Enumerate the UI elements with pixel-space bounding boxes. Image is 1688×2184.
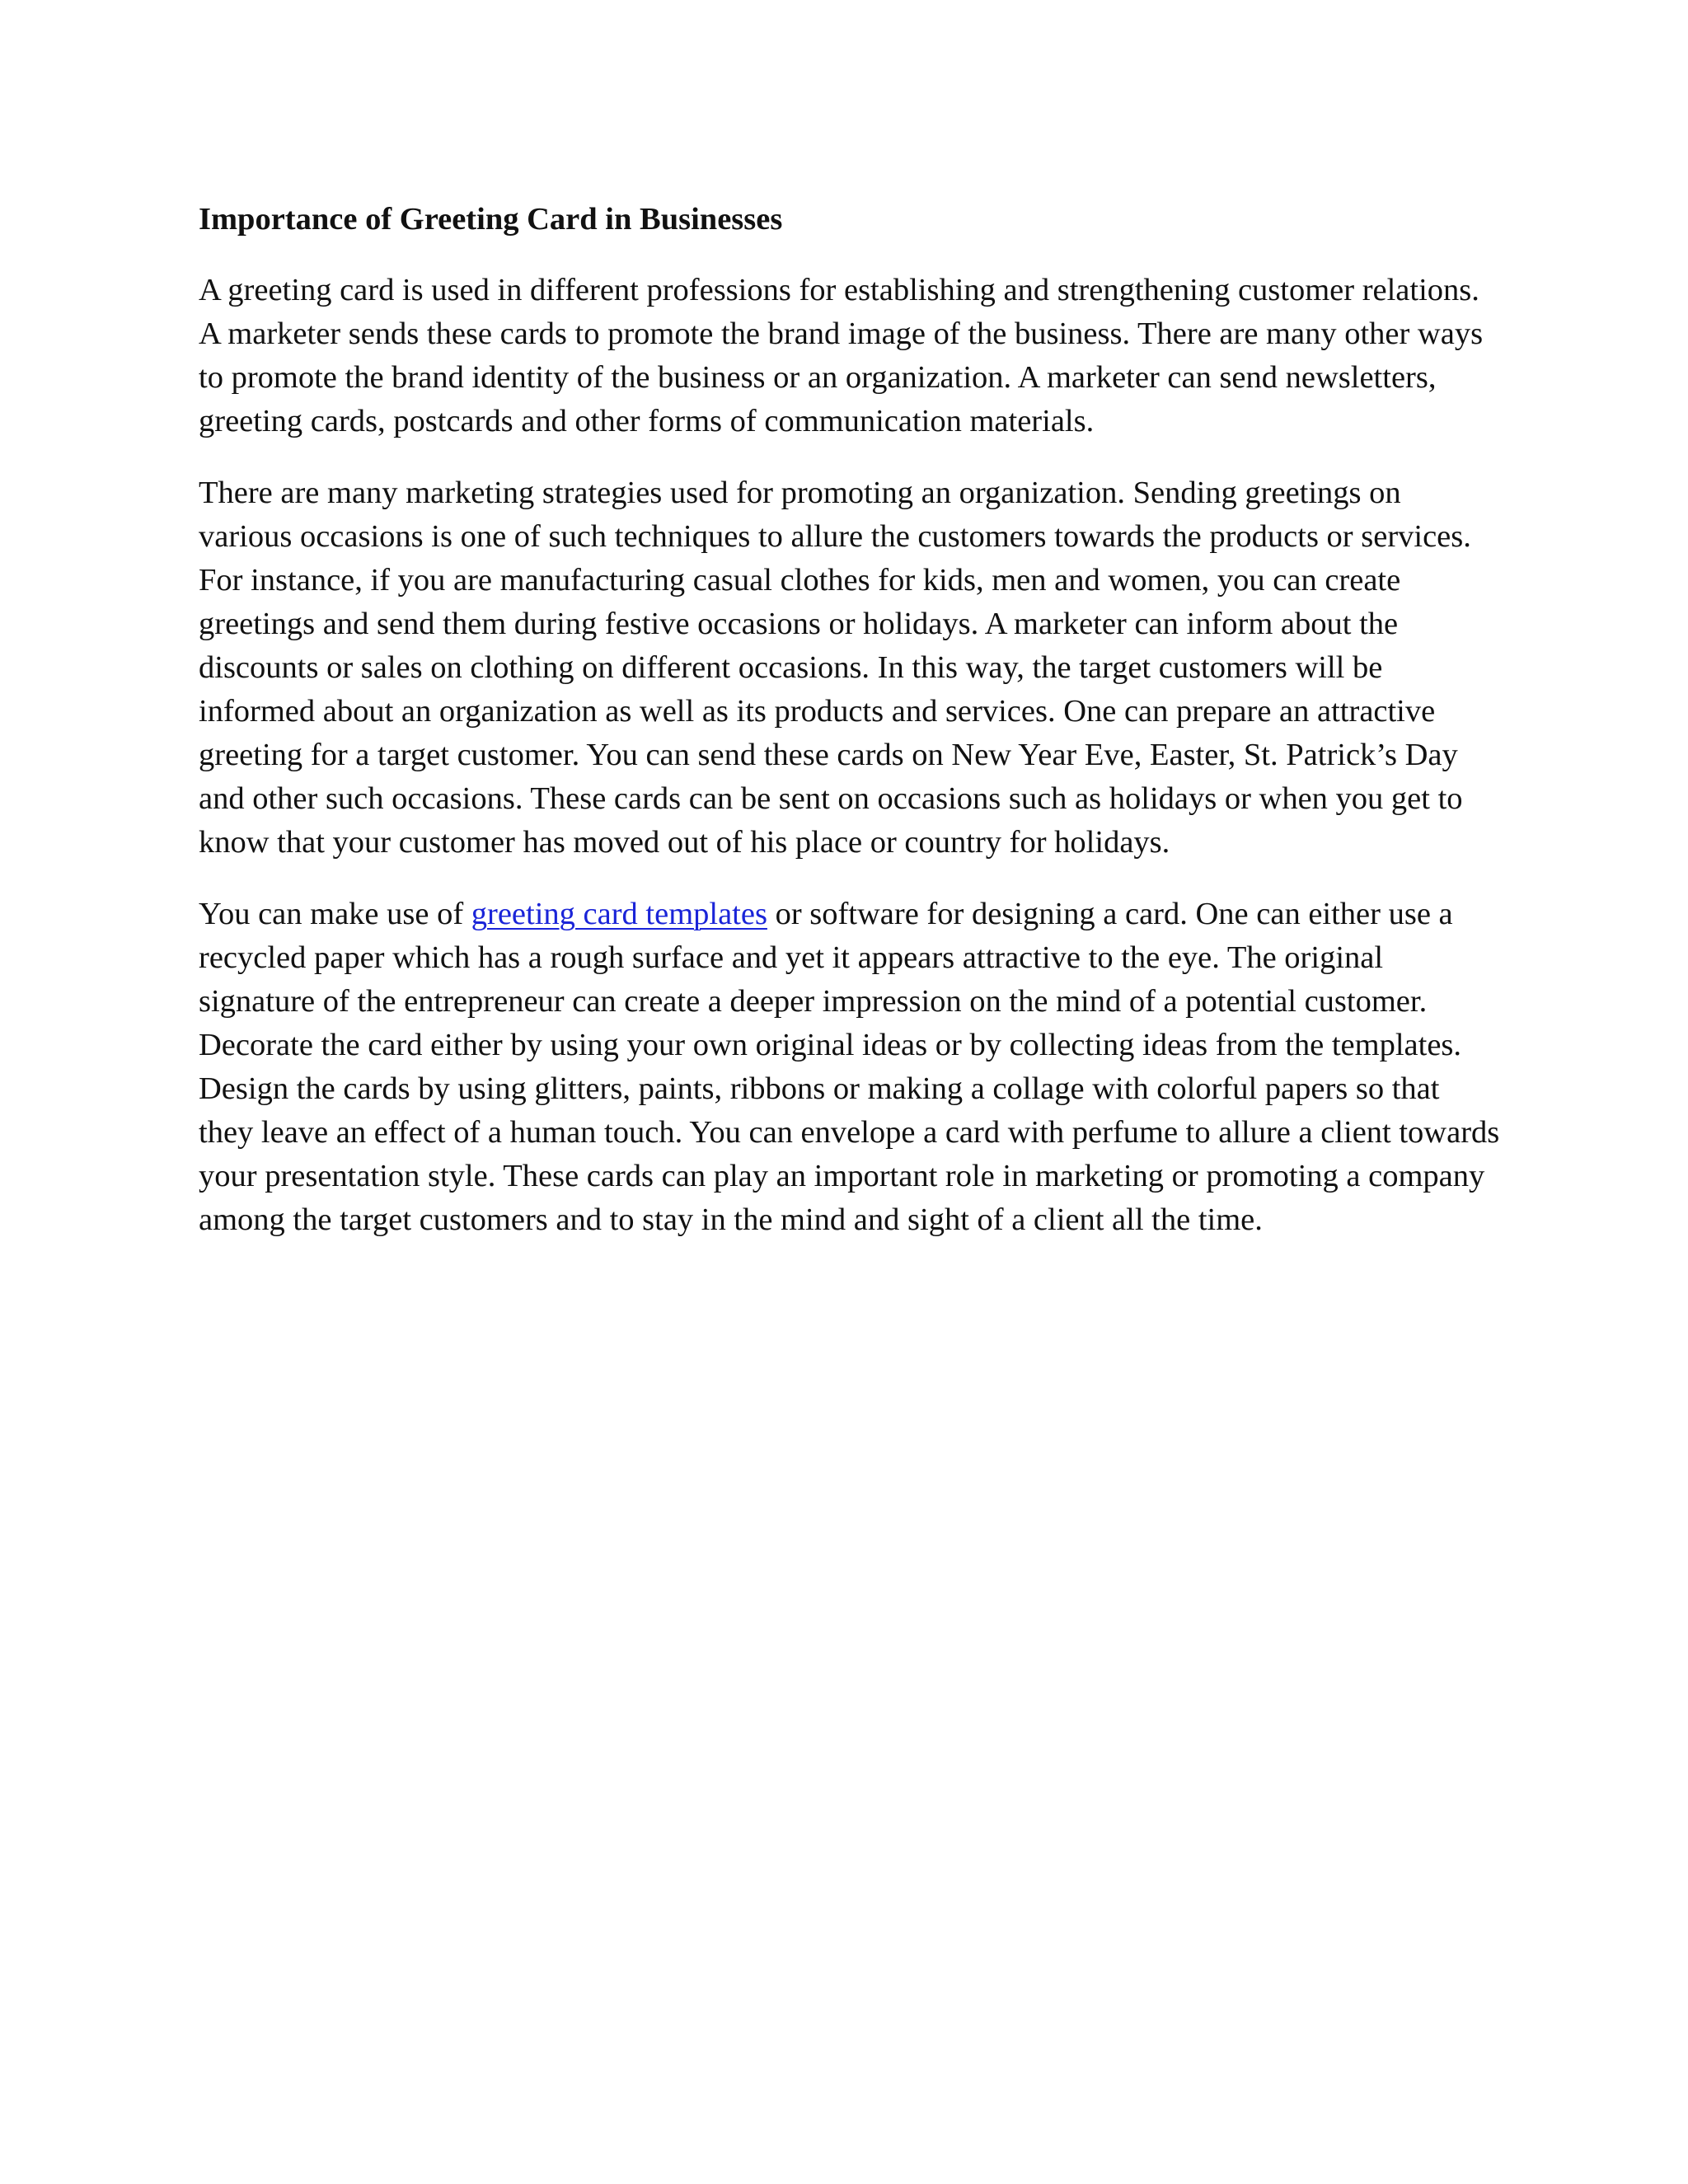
document-body — [199, 194, 1501, 1270]
document-heading: Importance of Greeting Card in Businesses — [199, 202, 783, 237]
paragraph-3-lead-text: You can make use of — [199, 897, 471, 931]
paragraph-1: A greeting card is used in different professions for establishing and strengthening customer relations. A marketer sends these cards to promote the brand image of the business. There are many other ways to promote the brand identity of the business or an organization. A marketer can send newsletters, greeting cards, postcards and other forms of communication materials. — [199, 273, 1484, 438]
greeting-card-templates-link[interactable]: greeting card templates — [471, 897, 767, 931]
paragraph-2: There are many marketing strategies used for promoting an organization. Sending greetings on various occasions is one of such techniques to allure the customers towards the products or services. For instance, if you are manufacturing casual clothes for kids, men and women, you can create greetings and send them during festive occasions or holidays. A marketer can inform about the discounts or sales on clothing on different occasions. In this way, the target customers will be informed about an organization as well as its products and services. One can prepare an attractive greeting for a target customer. You can send these cards on New Year Eve, Easter, St. Patrick’s Day and other such occasions. These cards can be sent on occasions such as holidays or when you get to know that your customer has moved out of his place or country for holidays. — [199, 476, 1471, 860]
paragraph-3-remaining-text: or software for designing a card. One can either use a recycled paper which has a rough surface and yet it appears attractive to the eye. The original signature of the entrepreneur can create a deeper impression on the mind of a potential customer. Decorate the card either by using your own original ideas or by collecting ideas from the templates. Design the cards by using glitters, paints, ribbons or making a collage with colorful papers so that they leave an effect of a human touch. You can envelope a card with perfume to allure a client towards your presentation style. These cards can play an important role in marketing or promoting a company among the target customers and to stay in the mind and sight of a client all the time. — [199, 897, 1500, 1237]
paragraph-3 — [199, 893, 1501, 1242]
